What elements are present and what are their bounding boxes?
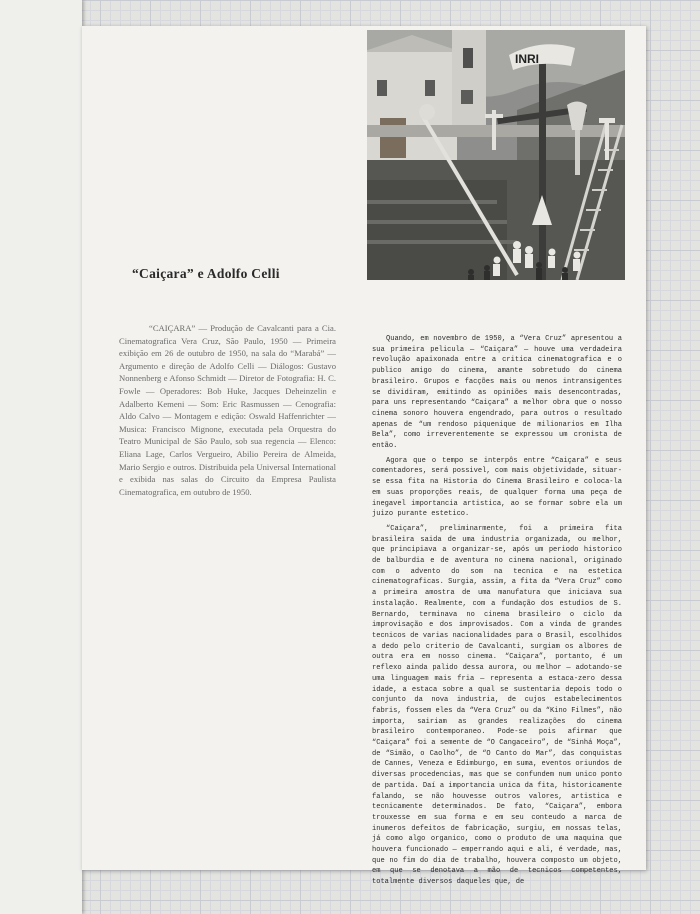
article-paragraph: Agora que o tempo se interpôs entre “Caiçara” e seus comentadores, será possivel, com mais objetividade, situar-se essa fita na Historia do Cinema Brasileiro e coloca-la em suas proporções reais, de qualquer forma uma peça de inegavel importancia artistica, ao se formar sobre ela um juizo purante estetico.	[372, 456, 622, 519]
article-body	[372, 334, 622, 892]
film-credits: “CAIÇARA” — Produção de Cavalcanti para a Cia. Cinematografica Vera Cruz, São Paulo, 1950 — Primeira exibição em 26 de outubro de 1950, na sala do “Marabá” — Argumento e direção de Adolfo Celli — Diálogos: Gustavo Nonnenberg e Afonso Schmidt — Diretor de Fotografia: H. C. Fowle — Operadores: Bob Huke, Jacques Deheinzelin e Adalberto Kemeni — Som: Eric Rasmussen — Cenografia: Aldo Calvo — Montagem e edição: Oswald Haffenrichter — Musica: Francisco Mignone, executada pela Orquestra do Teatro Municipal de São Paulo, sob sua regencia — Elenco: Eliana Lage, Carlos Vergueiro, Abilio Pereira de Almeida, Mario Sergio e outros. Distribuida pela Universal International e exibida nas salas do Circuito da Empresa Paulista Cinematografica, em outubro de 1950.	[119, 323, 336, 497]
facing-page-edge	[0, 0, 82, 914]
inri-sign-text: INRI	[515, 52, 539, 66]
article-paragraph: Quando, em novembro de 1950, a “Vera Cruz” apresentou a sua primeira pelicula — “Caiçara” — houve uma verdadeira revolução apaixonada entre a critica cinematografica e o publico amigo do cinema, amante sobretudo do cinema brasileiro. Grupos e facções mais ou menos intransigentes se dividiram, emitindo as opiniões mais desencontradas, para uns representando “Caiçara” a melhor obra que o nosso cinema sonoro houvera engendrado, para outros o resultado apenas de “um rendoso piquenique de milionarios em Ilha Bela”, como irreverentemente se expressou um cronista de então.	[372, 335, 622, 451]
article-paragraph: “Caiçara”, preliminarmente, foi a primeira fita brasileira saida de uma industria organizada, ou melhor, que principiava a organizar-se, após um periodo historico de balburdia e de aventura no cinema nacional, originado com o advento do som na tecnica e na estetica cinematograficas. Surgia, assim, a fita da “Vera Cruz” como a primeira amostra de uma manufatura que iniciava sua instalação. Realmente, com a fundação dos estudios de S. Bernardo, terminava no cinema brasileiro o ciclo da improvisação e dos improvisados. Com a vinda de grandes tecnicos de varias nacionalidades para o Brasil, escolhidos a dedo pelo criterio de Cavalcanti, surgiam os albores de outra era em nosso cinema. “Caiçara”, portanto, é um reflexo ainda palido dessa aurora, ou melhor — adotando-se uma linguagem mais fria — representa a estaca-zero dessa idade, a estaca sobre a qual se sustentaria depois todo o conjunto da nova industria, de cujos estabelecimentos fabris, fossem eles da “Vera Cruz” ou da “Kino Filmes”, não importa, sairiam as grandes realizações do cinema brasileiro contemporaneo. Pode-se pois afirmar que “Caiçara” foi a semente de “O Cangaceiro”, de “Sinhá Moça”, de “Simão, o Caolho”, de “O Canto do Mar”, das conquistas de Cannes, Veneza e Edimburgo, em suma, eventos oriundos de diversas procedencias, mas que se confundem num unico ponto de partida. Daí a importancia unica da fita, historicamente falando, se não houvesse outros valores, artistica e tecnicamente determinados. De fato, “Caiçara”, embora trouxesse em sua forma e em seu conteudo a marca de inumeros defeitos de fabricação, surgiu, em nossas telas, já como algo organico, como o produto de uma maquina que houvera funcionado — emperrando aqui e ali, é verdade, mas, que no fim do dia de trabalho, houvera composto um objeto, em que se denotava a mão de tecnicos competentes, totalmente diversos daqueles que, de	[372, 524, 622, 887]
magazine-page	[82, 26, 646, 887]
article-title: “Caiçara” e Adolfo Celli	[132, 266, 280, 281]
film-still-photo	[367, 30, 625, 280]
